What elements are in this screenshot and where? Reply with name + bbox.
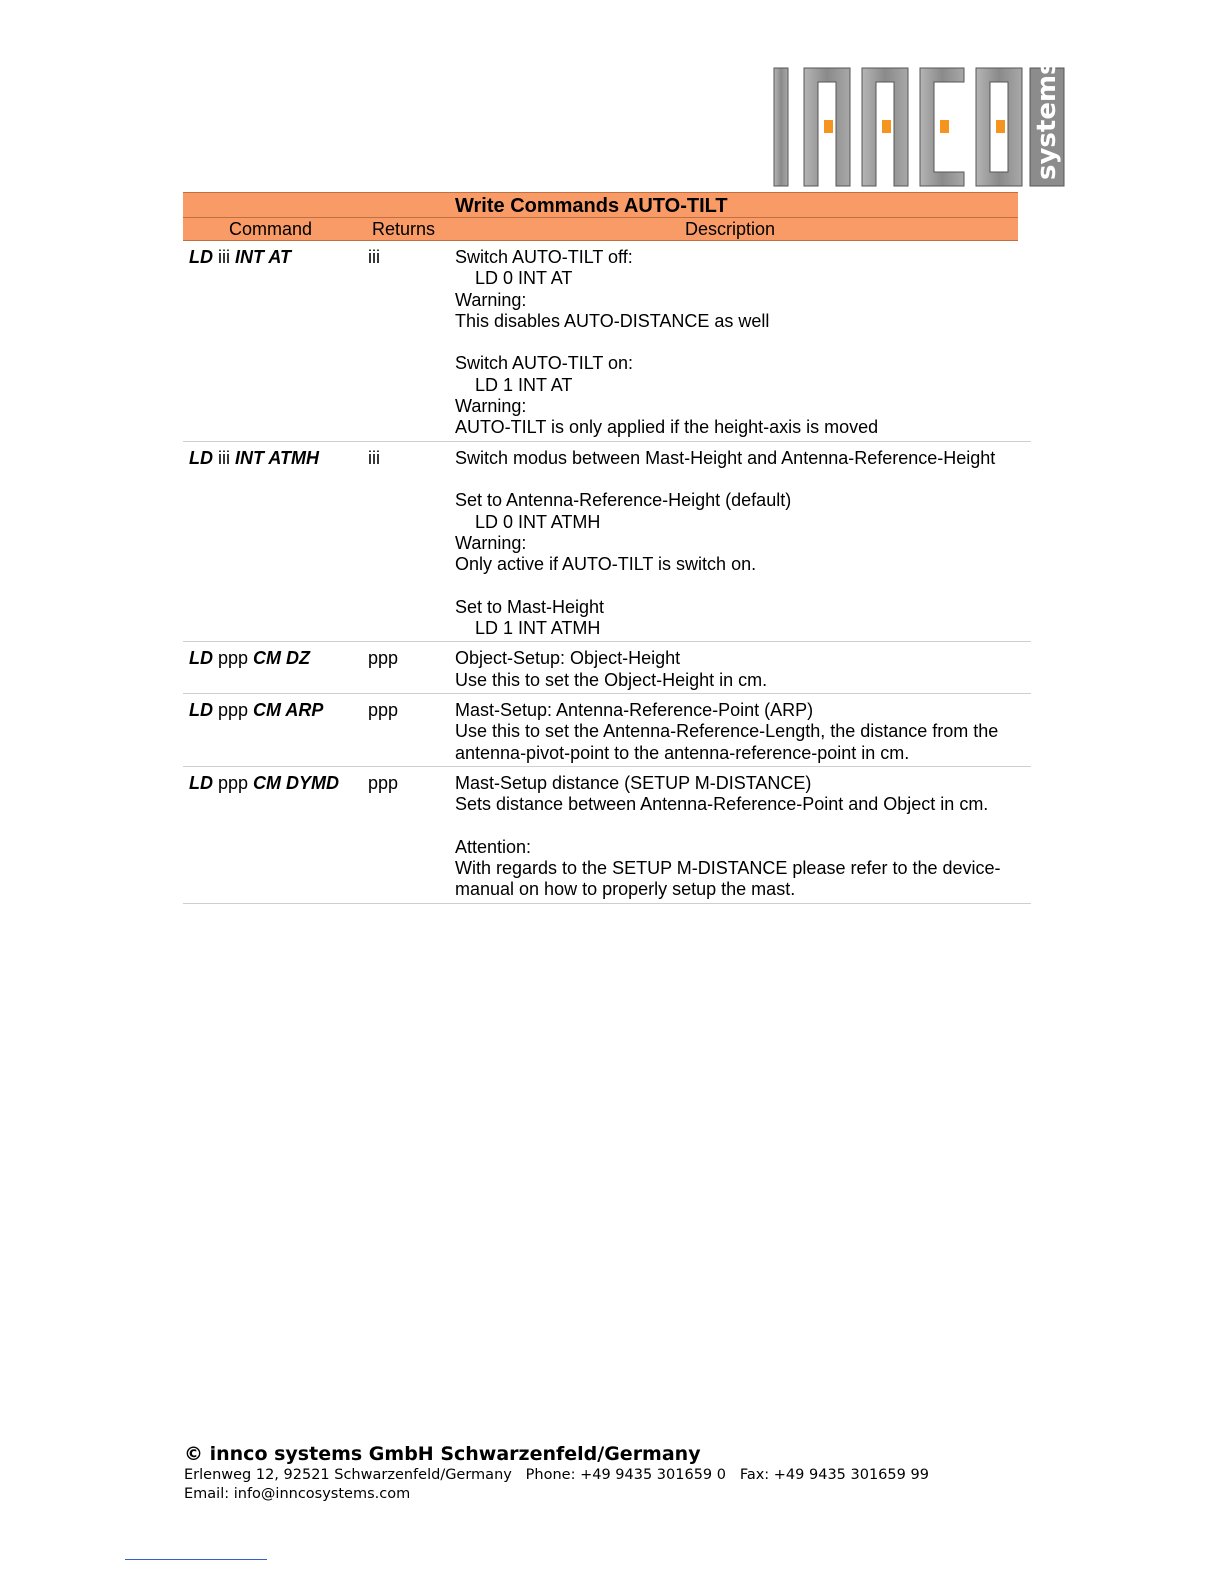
command-part: LD xyxy=(189,772,213,793)
description-line: Mast-Setup distance (SETUP M-DISTANCE) xyxy=(455,772,812,793)
description-line: Set to Antenna-Reference-Height (default) xyxy=(455,490,792,511)
command-part: LD xyxy=(189,648,213,669)
description-line: Mast-Setup: Antenna-Reference-Point (ARP) xyxy=(455,699,814,720)
command-part: CM ARP xyxy=(253,699,324,720)
description-line: LD 0 INT AT xyxy=(475,268,573,289)
table-header-row xyxy=(183,217,1018,241)
command-part: iii xyxy=(213,447,235,468)
command-part: INT ATMH xyxy=(235,447,319,468)
svg-text:systems: systems xyxy=(1032,62,1062,180)
description-line xyxy=(455,815,1031,836)
description-line: Set to Mast-Height xyxy=(455,596,605,617)
description-line: LD 1 INT AT xyxy=(475,374,573,395)
footer-divider xyxy=(125,1559,267,1560)
description-cell xyxy=(455,767,1031,903)
command-part: LD xyxy=(189,699,213,720)
table-body xyxy=(183,241,1031,904)
description-line: Switch AUTO-TILT off: xyxy=(455,247,633,267)
description-line: Switch modus between Mast-Height and Antenna-Reference-Height xyxy=(455,447,996,468)
command-part: iii xyxy=(213,247,235,267)
description-line xyxy=(455,332,1031,353)
description-line xyxy=(455,469,1031,490)
command-part: CM DZ xyxy=(253,648,311,669)
table-row xyxy=(183,767,1031,904)
description-line: Sets distance between Antenna-Reference-Point and Object in cm. xyxy=(455,794,989,815)
description-line: manual on how to properly setup the mast. xyxy=(455,879,796,900)
description-cell xyxy=(455,642,1031,693)
innco-logo xyxy=(768,62,1070,192)
command-cell xyxy=(189,773,339,794)
description-line: Warning: xyxy=(455,532,527,553)
description-line: Use this to set the Object-Height in cm. xyxy=(455,669,768,690)
description-line: LD 1 INT ATMH xyxy=(475,618,601,639)
description-line: Warning: xyxy=(455,396,527,417)
page-footer xyxy=(184,1442,929,1504)
description-line: Only active if AUTO-TILT is switch on. xyxy=(455,554,757,575)
description-line: With regards to the SETUP M-DISTANCE please refer to the device- xyxy=(455,858,1001,879)
command-cell xyxy=(189,247,291,268)
description-cell xyxy=(455,442,1031,642)
command-part: LD xyxy=(189,247,213,267)
footer-address: Erlenweg 12, 92521 Schwarzenfeld/Germany Phone: +49 9435 301659 0 Fax: +49 9435 301659 99 xyxy=(184,1467,929,1483)
description-line: AUTO-TILT is only applied if the height-axis is moved xyxy=(455,417,879,438)
returns-cell: ppp xyxy=(368,699,399,720)
table-title: Write Commands AUTO-TILT xyxy=(455,195,728,217)
write-commands-table xyxy=(183,192,1031,904)
header-returns: Returns xyxy=(372,219,436,239)
command-part: ppp xyxy=(213,699,254,720)
description-cell xyxy=(455,694,1031,766)
description-line: antenna-pivot-point to the antenna-reference-point in cm. xyxy=(455,742,910,763)
footer-company: © innco systems GmbH Schwarzenfeld/Germany xyxy=(184,1443,701,1465)
command-cell xyxy=(189,648,310,669)
command-part: ppp xyxy=(213,648,254,669)
command-cell xyxy=(189,448,319,469)
description-line: Switch AUTO-TILT on: xyxy=(455,353,634,374)
footer-email: Email: info@inncosystems.com xyxy=(184,1486,411,1502)
command-cell xyxy=(189,700,323,721)
header-command: Command xyxy=(229,219,313,239)
command-part: CM DYMD xyxy=(253,772,340,793)
returns-cell: ppp xyxy=(368,648,399,669)
command-part: INT AT xyxy=(235,247,291,267)
table-row xyxy=(183,442,1031,643)
table-row xyxy=(183,694,1031,767)
innco-logo-graphic xyxy=(768,62,1070,192)
command-part: ppp xyxy=(213,772,254,793)
description-line: This disables AUTO-DISTANCE as well xyxy=(455,310,770,331)
command-part: LD xyxy=(189,447,213,468)
table-row xyxy=(183,642,1031,694)
header-description: Description xyxy=(685,219,776,239)
returns-cell: ppp xyxy=(368,772,399,793)
description-line: LD 0 INT ATMH xyxy=(475,511,601,532)
returns-cell: iii xyxy=(368,247,380,267)
returns-cell: iii xyxy=(368,447,380,468)
description-cell xyxy=(455,241,1031,441)
table-title-row xyxy=(183,192,1018,217)
description-line: Warning: xyxy=(455,289,527,310)
description-line: Object-Setup: Object-Height xyxy=(455,648,681,669)
table-row xyxy=(183,241,1031,442)
description-line: Attention: xyxy=(455,836,532,857)
description-line: Use this to set the Antenna-Reference-Length, the distance from the xyxy=(455,721,999,742)
description-line xyxy=(455,575,1031,596)
